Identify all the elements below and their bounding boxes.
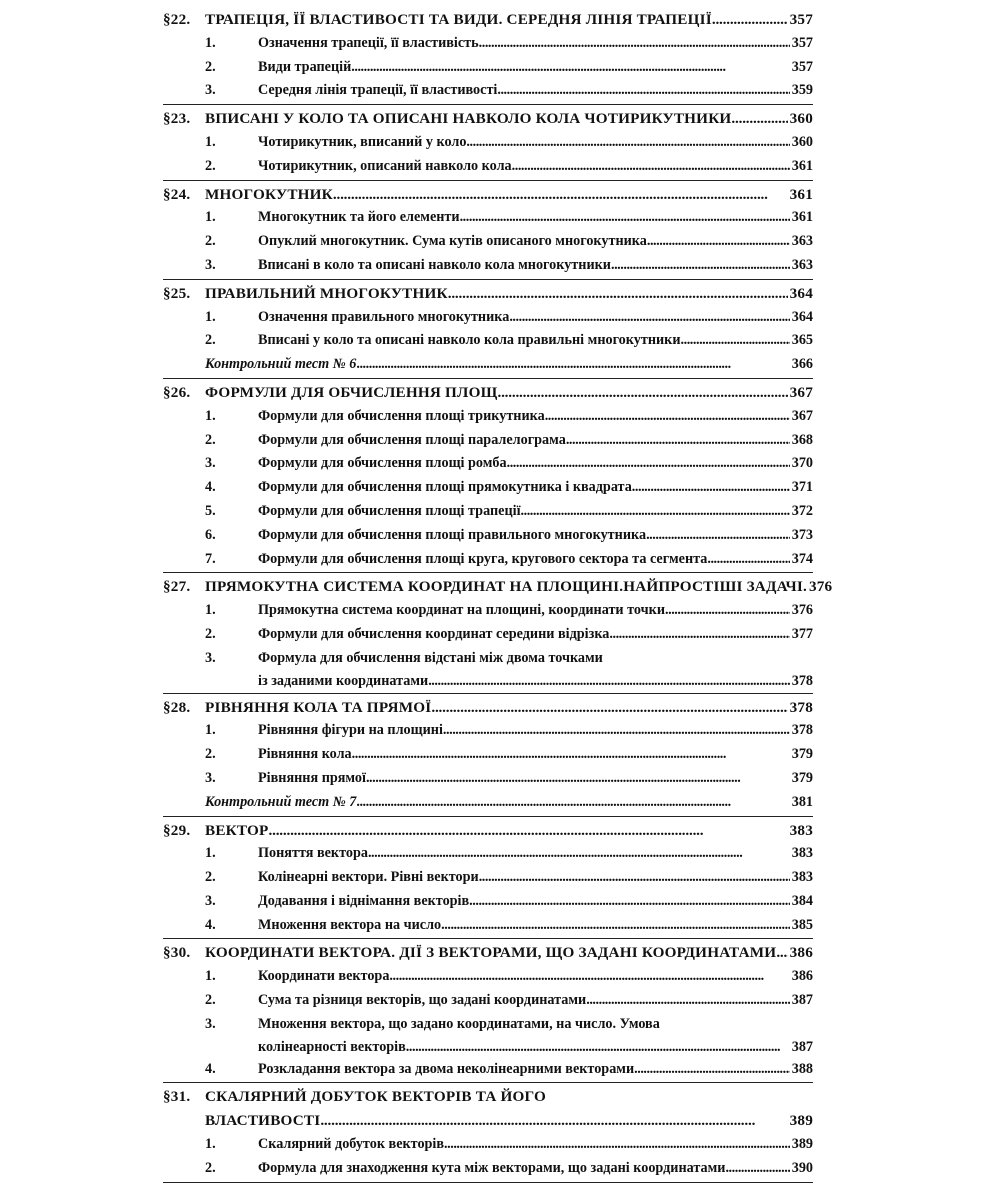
page-number: 360 xyxy=(789,110,813,128)
dot-leader xyxy=(448,282,788,306)
page-number: 366 xyxy=(791,356,813,373)
subsection-title: Чотирикутник, описаний навколо кола xyxy=(258,157,512,174)
dot-leader xyxy=(566,429,790,453)
dot-leader xyxy=(512,155,790,179)
toc-section xyxy=(163,575,833,693)
dot-leader xyxy=(632,476,790,500)
subsection-number: 2. xyxy=(205,869,216,886)
page-number: 385 xyxy=(791,916,813,933)
subsection-row xyxy=(163,1037,813,1058)
page-number: 373 xyxy=(791,526,813,543)
page-number: 376 xyxy=(791,602,813,619)
section-title: КООРДИНАТИ ВЕКТОРА. ДІЇ З ВЕКТОРАМИ, ЩО ЗАДАНІ КООРДИНАТАМИ xyxy=(205,944,777,962)
subsection-row xyxy=(163,890,813,914)
subsection-row xyxy=(163,842,813,866)
section-title-continuation: ВЛАСТИВОСТІ xyxy=(205,1112,321,1130)
subsection-row xyxy=(163,476,813,500)
section-number: §29. xyxy=(163,821,191,839)
dot-leader xyxy=(366,767,790,791)
subsection-title: Формула для знаходження кута між векторами, що задані координатами xyxy=(258,1159,726,1176)
dot-leader xyxy=(507,452,790,476)
subsection-row xyxy=(163,500,813,524)
test-title: Контрольний тест № 7 xyxy=(205,793,357,810)
section-heading-row xyxy=(163,1085,813,1109)
subsection-row xyxy=(163,743,813,767)
subsection-title: Вписані у коло та описані навколо кола правильні многокутники xyxy=(258,332,681,349)
subsection-number: 1. xyxy=(205,308,216,325)
page-number: 378 xyxy=(791,672,813,689)
section-heading-row xyxy=(163,381,813,405)
section-number: §30. xyxy=(163,944,191,962)
section-number: §28. xyxy=(163,698,191,716)
page-number: 363 xyxy=(791,256,813,273)
subsection-row xyxy=(163,405,813,429)
subsection-number: 5. xyxy=(205,502,216,519)
subsection-title: Формули для обчислення площі паралелограма xyxy=(258,431,566,448)
subsection-title: Середня лінія трапеції, її властивості xyxy=(258,82,498,99)
subsection-row xyxy=(163,1058,813,1082)
subsection-number: 1. xyxy=(205,34,216,51)
dot-leader xyxy=(333,183,788,207)
subsection-number: 3. xyxy=(205,769,216,786)
subsection-row xyxy=(163,524,813,548)
page-number: 386 xyxy=(791,968,813,985)
dot-leader xyxy=(444,1133,790,1157)
subsection-number: 7. xyxy=(205,550,216,567)
dot-leader xyxy=(441,914,790,938)
subsection-row xyxy=(163,329,813,353)
section-heading-row xyxy=(163,696,813,720)
page-number: 370 xyxy=(791,455,813,472)
subsection-title: Формули для обчислення площі ромба xyxy=(258,455,507,472)
dot-leader xyxy=(712,8,788,32)
subsection-title: Види трапецій xyxy=(258,58,352,75)
section-title: ПРАВИЛЬНИЙ МНОГОКУТНИК xyxy=(205,284,448,302)
dot-leader xyxy=(634,1058,790,1082)
toc-section xyxy=(163,183,813,280)
page-number: 359 xyxy=(791,82,813,99)
table-of-contents xyxy=(163,8,833,1185)
subsection-number: 3. xyxy=(205,649,216,666)
section-heading-row xyxy=(163,282,813,306)
subsection-title: Прямокутна система координат на площині, координати точки xyxy=(258,602,665,619)
subsection-number: 6. xyxy=(205,526,216,543)
page-number: 367 xyxy=(789,383,813,401)
page-number: 381 xyxy=(791,793,813,810)
subsection-number: 3. xyxy=(205,1015,216,1032)
page-number: 365 xyxy=(791,332,813,349)
section-heading-row xyxy=(163,107,813,131)
dot-leader xyxy=(611,254,790,278)
subsection-row xyxy=(163,306,813,330)
section-heading-row xyxy=(163,8,813,32)
toc-section xyxy=(163,8,813,105)
section-title: МНОГОКУТНИК xyxy=(205,185,333,203)
dot-leader xyxy=(497,381,787,405)
section-heading-row xyxy=(163,819,813,843)
subsection-number: 1. xyxy=(205,722,216,739)
page-number: 387 xyxy=(791,1038,813,1055)
subsection-row xyxy=(163,965,813,989)
section-heading-row xyxy=(163,1109,813,1133)
subsection-row xyxy=(163,206,813,230)
dot-leader xyxy=(725,1157,789,1181)
subsection-number: 2. xyxy=(205,625,216,642)
page-number: 378 xyxy=(789,698,813,716)
dot-leader xyxy=(356,791,789,815)
page-number: 357 xyxy=(791,34,813,51)
dot-leader xyxy=(647,230,790,254)
toc-section xyxy=(163,107,813,180)
subsection-title: Означення правильного многокутника xyxy=(258,308,510,325)
subsection-row xyxy=(163,131,813,155)
subsection-title: Скалярний добуток векторів xyxy=(258,1136,445,1153)
section-number: §26. xyxy=(163,383,191,401)
dot-leader xyxy=(521,500,790,524)
page-number: 386 xyxy=(789,944,813,962)
section-title: ФОРМУЛИ ДЛЯ ОБЧИСЛЕННЯ ПЛОЩ xyxy=(205,383,498,401)
page-number: 372 xyxy=(791,502,813,519)
subsection-title: Сума та різниця векторів, що задані координатами xyxy=(258,992,587,1009)
subsection-row xyxy=(163,56,813,80)
subsection-number: 3. xyxy=(205,455,216,472)
subsection-title: Формули для обчислення координат середини відрізка xyxy=(258,625,610,642)
subsection-row xyxy=(163,866,813,890)
subsection-title: Рівняння фігури на площині xyxy=(258,722,443,739)
subsection-number: 2. xyxy=(205,431,216,448)
subsection-title: Поняття вектора xyxy=(258,845,368,862)
dot-leader xyxy=(443,719,790,743)
subsection-title: Множення вектора, що задано координатами, на число. Умова xyxy=(258,1015,660,1032)
subsection-row xyxy=(163,671,813,692)
subsection-row xyxy=(163,548,813,572)
page-number: 379 xyxy=(791,769,813,786)
test-row xyxy=(163,353,813,377)
section-title: РІВНЯННЯ КОЛА ТА ПРЯМОЇ xyxy=(205,698,432,716)
subsection-row xyxy=(163,79,813,103)
page-number: 376 xyxy=(808,578,833,596)
page-number: 387 xyxy=(791,992,813,1009)
dot-leader xyxy=(707,548,789,572)
section-title: ПРЯМОКУТНА СИСТЕМА КООРДИНАТ НА ПЛОЩИНІ.НАЙПРОСТІШІ ЗАДАЧІ xyxy=(205,578,803,596)
subsection-title: Означення трапеції, її властивість xyxy=(258,34,479,51)
page-number: 361 xyxy=(791,209,813,226)
page-number: 388 xyxy=(791,1060,813,1077)
page-number: 357 xyxy=(789,11,813,28)
page-number: 361 xyxy=(791,157,813,174)
subsection-number: 1. xyxy=(205,968,216,985)
page-number: 383 xyxy=(789,821,813,839)
page-number: 379 xyxy=(791,746,813,763)
page-number: 371 xyxy=(791,479,813,496)
toc-section xyxy=(163,941,813,1083)
page-number: 367 xyxy=(791,407,813,424)
dot-leader xyxy=(509,306,789,330)
page-number: 364 xyxy=(789,284,813,302)
subsection-title: Опуклий многокутник. Сума кутів описаного многокутника xyxy=(258,233,647,250)
test-title: Контрольний тест № 6 xyxy=(205,356,357,373)
subsection-number: 2. xyxy=(205,233,216,250)
subsection-title: Рівняння кола xyxy=(258,746,352,763)
subsection-row xyxy=(163,32,813,56)
subsection-row xyxy=(163,155,813,179)
page-number: 360 xyxy=(791,133,813,150)
dot-leader xyxy=(497,79,789,103)
dot-leader xyxy=(665,599,790,623)
subsection-number: 2. xyxy=(205,157,216,174)
subsection-title: Додавання і віднімання векторів xyxy=(258,892,470,909)
toc-section xyxy=(163,696,813,817)
section-heading-row xyxy=(163,575,833,599)
section-number: §23. xyxy=(163,110,191,128)
subsection-number: 1. xyxy=(205,602,216,619)
page-number: 377 xyxy=(791,625,813,642)
subsection-title: Розкладання вектора за двома неколінеарними векторами xyxy=(258,1060,635,1077)
toc-section xyxy=(163,819,813,940)
section-title: ВПИСАНІ У КОЛО ТА ОПИСАНІ НАВКОЛО КОЛА ЧОТИРИКУТНИКИ xyxy=(205,110,732,128)
subsection-row xyxy=(163,623,813,647)
subsection-number: 1. xyxy=(205,845,216,862)
dot-leader xyxy=(320,1109,787,1133)
page-number: 363 xyxy=(791,233,813,250)
page-number: 378 xyxy=(791,722,813,739)
section-number: §27. xyxy=(163,578,191,596)
subsection-title: Формули для обчислення площі круга, кругового сектора та сегмента xyxy=(258,550,708,567)
page-number: 389 xyxy=(789,1112,813,1130)
subsection-row xyxy=(163,647,813,671)
subsection-title-continuation: із заданими координатами xyxy=(258,672,429,689)
subsection-row xyxy=(163,452,813,476)
section-number: §25. xyxy=(163,284,191,302)
section-title: СКАЛЯРНИЙ ДОБУТОК ВЕКТОРІВ ТА ЙОГО xyxy=(205,1088,547,1106)
dot-leader xyxy=(460,206,790,230)
dot-leader xyxy=(389,965,789,989)
subsection-title: Колінеарні вектори. Рівні вектори xyxy=(258,869,479,886)
subsection-title: Формули для обчислення площі трапеції xyxy=(258,502,521,519)
page-number: 389 xyxy=(791,1136,813,1153)
subsection-row xyxy=(163,767,813,791)
page-number: 374 xyxy=(791,550,813,567)
page-number: 390 xyxy=(791,1159,813,1176)
subsection-number: 2. xyxy=(205,1159,216,1176)
toc-section xyxy=(163,381,813,573)
dot-leader xyxy=(681,329,790,353)
subsection-number: 1. xyxy=(205,407,216,424)
subsection-number: 2. xyxy=(205,746,216,763)
dot-leader xyxy=(352,743,790,767)
subsection-title-continuation: колінеарності векторів xyxy=(258,1038,406,1055)
subsection-row xyxy=(163,1133,813,1157)
subsection-number: 3. xyxy=(205,892,216,909)
subsection-row xyxy=(163,1157,813,1181)
subsection-number: 3. xyxy=(205,82,216,99)
dot-leader xyxy=(431,696,787,720)
subsection-row xyxy=(163,254,813,278)
dot-leader xyxy=(469,890,790,914)
subsection-title: Многокутник та його елементи xyxy=(258,209,460,226)
dot-leader xyxy=(406,1037,790,1058)
dot-leader xyxy=(609,623,789,647)
dot-leader xyxy=(269,819,788,843)
dot-leader xyxy=(368,842,790,866)
dot-leader xyxy=(545,405,790,429)
subsection-number: 1. xyxy=(205,133,216,150)
page-number: 357 xyxy=(791,58,813,75)
subsection-number: 2. xyxy=(205,332,216,349)
subsection-row xyxy=(163,1013,813,1037)
dot-leader xyxy=(428,671,790,692)
subsection-number: 4. xyxy=(205,916,216,933)
page-number: 368 xyxy=(791,431,813,448)
subsection-row xyxy=(163,989,813,1013)
dot-leader xyxy=(356,353,789,377)
subsection-row xyxy=(163,599,813,623)
subsection-row xyxy=(163,230,813,254)
subsection-number: 1. xyxy=(205,209,216,226)
section-number: §31. xyxy=(163,1088,191,1106)
subsection-title: Множення вектора на число xyxy=(258,916,442,933)
subsection-number: 3. xyxy=(205,256,216,273)
subsection-number: 2. xyxy=(205,992,216,1009)
subsection-number: 4. xyxy=(205,479,216,496)
page-number: 384 xyxy=(791,892,813,909)
section-heading-row xyxy=(163,941,813,965)
section-number: §22. xyxy=(163,11,191,28)
dot-leader xyxy=(479,32,790,56)
page-number: 361 xyxy=(789,185,813,203)
subsection-row xyxy=(163,429,813,453)
toc-section xyxy=(163,282,813,379)
dot-leader xyxy=(466,131,789,155)
page-number: 383 xyxy=(791,845,813,862)
dot-leader xyxy=(586,989,790,1013)
subsection-title: Формули для обчислення площі правильного многокутника xyxy=(258,526,647,543)
subsection-title: Рівняння прямої xyxy=(258,769,366,786)
subsection-title: Чотирикутник, вписаний у коло xyxy=(258,133,467,150)
section-number: §24. xyxy=(163,185,191,203)
section-heading-row xyxy=(163,183,813,207)
dot-leader xyxy=(351,56,789,80)
subsection-number: 1. xyxy=(205,1136,216,1153)
page-number: 383 xyxy=(791,869,813,886)
page-number: 364 xyxy=(791,308,813,325)
subsection-row xyxy=(163,914,813,938)
toc-section xyxy=(163,1085,813,1182)
dot-leader xyxy=(731,107,787,131)
subsection-number: 4. xyxy=(205,1060,216,1077)
dot-leader xyxy=(646,524,790,548)
subsection-number: 2. xyxy=(205,58,216,75)
subsection-title: Формула для обчислення відстані між двома точками xyxy=(258,649,603,666)
subsection-title: Вписані в коло та описані навколо кола многокутники xyxy=(258,256,611,273)
dot-leader xyxy=(776,941,787,965)
dot-leader xyxy=(479,866,790,890)
section-title: ВЕКТОР xyxy=(205,821,269,839)
section-title: ТРАПЕЦІЯ, ЇЇ ВЛАСТИВОСТІ ТА ВИДИ. СЕРЕДНЯ ЛІНІЯ ТРАПЕЦІЇ xyxy=(205,11,712,28)
subsection-title: Формули для обчислення площі прямокутника і квадрата xyxy=(258,479,632,496)
subsection-row xyxy=(163,719,813,743)
subsection-title: Формули для обчислення площі трикутника xyxy=(258,407,545,424)
test-row xyxy=(163,791,813,815)
subsection-title: Координати вектора xyxy=(258,968,390,985)
